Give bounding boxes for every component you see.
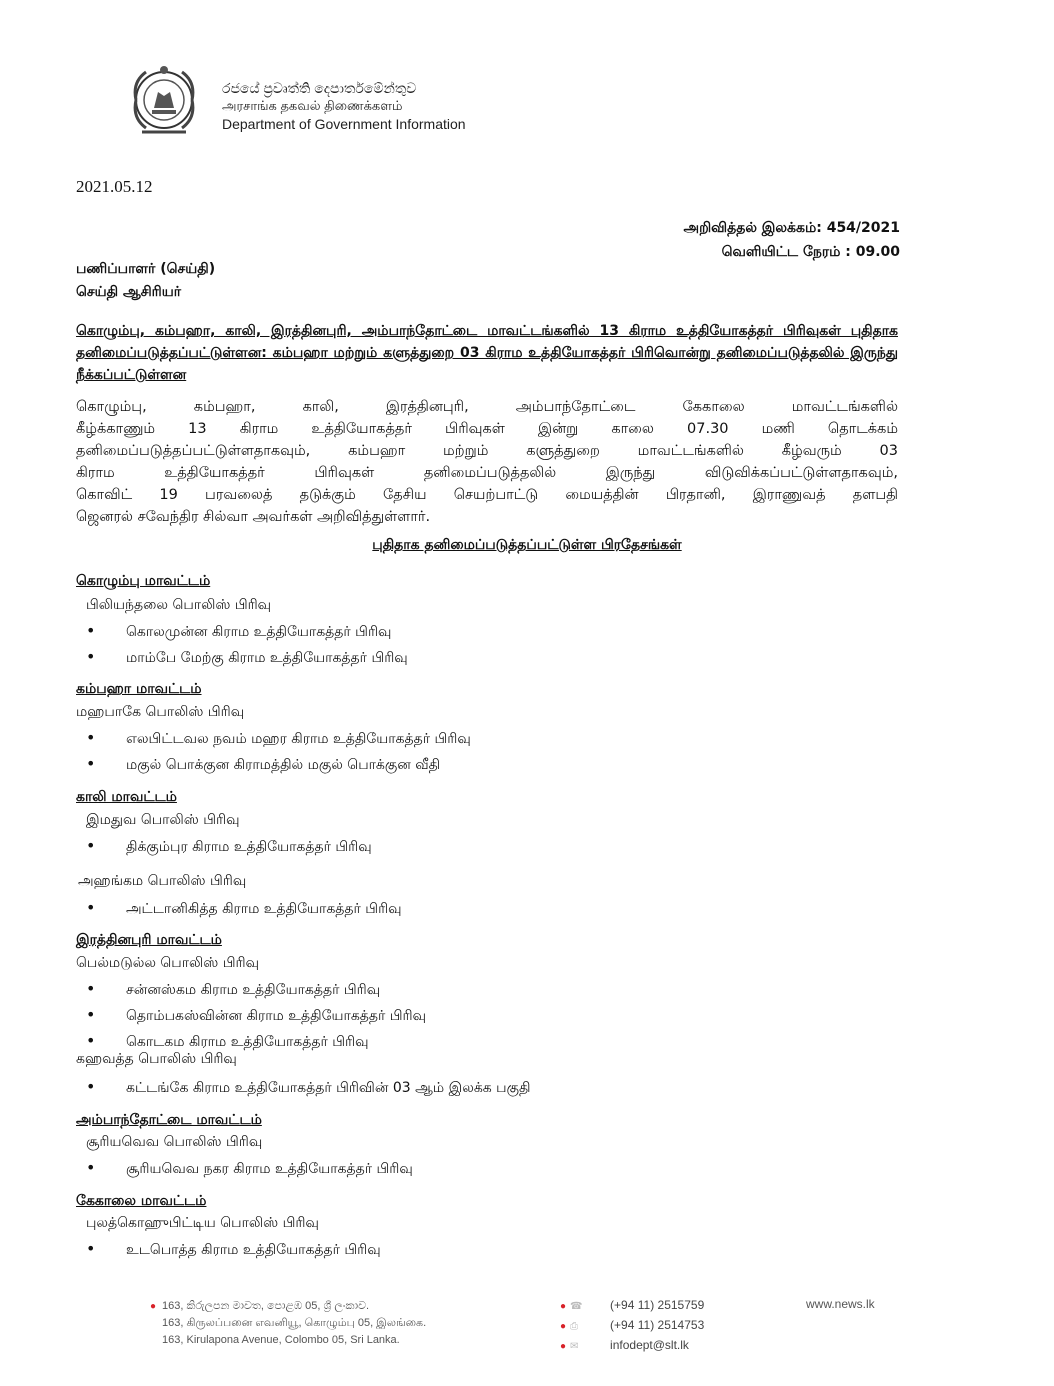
dept-name-tamil: அரசாங்க தகவல் திணைக்களம் xyxy=(222,98,403,113)
list-item: • கட்டங்கே கிராம உத்தியோகத்தர் பிரிவின் 03 ஆம் இலக்க பகுதி xyxy=(86,1077,531,1096)
footer-contact xyxy=(560,1296,704,1356)
bullet-icon: • xyxy=(86,728,96,747)
body-line: கீழ்க்காணும் 13 கிராம உத்தியோகத்தர் பிரிவுகள் இன்று காலை 07.30 மணி தொடக்கம் xyxy=(76,421,898,437)
bullet-icon: • xyxy=(86,1158,96,1177)
bullet-icon: • xyxy=(86,1005,96,1024)
footer-email[interactable]: ● ✉ infodept@slt.lk xyxy=(560,1338,689,1352)
bullet-icon: • xyxy=(86,621,96,640)
district-heading-kegalle: கேகாலை மாவட்டம் xyxy=(76,1193,207,1209)
government-emblem-logo xyxy=(128,62,200,138)
body-paragraph xyxy=(76,396,898,528)
body-line: ஜெனரல் சவேந்திர சில்வா அவர்கள் அறிவித்துள்ளார். xyxy=(76,509,431,525)
bullet-icon: • xyxy=(86,647,96,666)
bullet-icon: ● xyxy=(150,1301,157,1312)
list-item: • தொம்பகஸ்வின்ன கிராம உத்தியோகத்தர் பிரிவு xyxy=(86,1005,427,1024)
footer-address-english: 163, Kirulapona Avenue, Colombo 05, Sri Lanka. xyxy=(162,1334,400,1346)
bullet-icon: • xyxy=(86,1031,96,1050)
police-division: இமதுவ பொலிஸ் பிரிவு xyxy=(86,812,240,828)
body-line: கொவிட் 19 பரவலைத் தடுக்கும் தேசிய செயற்பாட்டு மையத்தின் பிரதானி, இராணுவத் தளபதி xyxy=(76,487,898,503)
notice-number: அறிவித்தல் இலக்கம்: 454/2021 xyxy=(683,220,900,236)
police-division: பெல்மடுல்ல பொலிஸ் பிரிவு xyxy=(76,955,260,971)
footer-fax: ● ⎙ (+94 11) 2514753 xyxy=(560,1318,705,1332)
footer-tel: ● ☎ (+94 11) 2515759 xyxy=(560,1298,705,1312)
list-item: • அட்டானிகித்த கிராம உத்தியோகத்தர் பிரிவு xyxy=(86,898,402,917)
bullet-icon: • xyxy=(86,1239,96,1258)
email-icon: ● xyxy=(560,1341,567,1352)
footer-address-tamil: 163, கிருலப்பனை எவனியூ, கொழும்பு 05, இலங்கை. xyxy=(162,1317,427,1329)
bullet-icon: • xyxy=(86,1077,96,1096)
addressee-line-1: பணிப்பாளர் (செய்தி) xyxy=(76,261,216,277)
body-line: கிராம உத்தியோகத்தர் பிரிவுகள் தனிமைப்படுத்தலில் இருந்து விடுவிக்கப்பட்டுள்ளதாகவும், xyxy=(76,465,898,481)
phone-icon: ● xyxy=(560,1301,567,1312)
police-division: அஹங்கம பொலிஸ் பிரிவு xyxy=(78,873,247,889)
bullet-icon: • xyxy=(86,754,96,773)
list-item: • திக்கும்புர கிராம உத்தியோகத்தர் பிரிவு xyxy=(86,836,372,855)
bullet-icon: • xyxy=(86,979,96,998)
list-item: • மகுல் பொக்குன கிராமத்தில் மகுல் பொக்குன வீதி xyxy=(86,754,441,773)
footer-address-sinhala: ● 163, කිරුලපන මාවත, පොළඹ 05, ශ්‍රී ලංකාව. xyxy=(150,1300,370,1312)
list-item: • மாம்பே மேற்கு கிராம உத்தியோகத்தர் பிரிவு xyxy=(86,647,408,666)
police-division: புலத்கொஹுபிட்டிய பொலிஸ் பிரிவு xyxy=(86,1215,319,1231)
district-heading-ratnapura: இரத்தினபுரி மாவட்டம் xyxy=(76,932,222,948)
district-heading-gampaha: கம்பஹா மாவட்டம் xyxy=(76,681,202,697)
dept-name-sinhala: රජයේ ප්‍රවෘත්ති දෙපාර්තමේන්තුව xyxy=(222,80,417,96)
body-line: தனிமைப்படுத்தப்பட்டுள்ளதாகவும், கம்பஹா மற்றும் களுத்துறை மாவட்டங்களில் கீழ்வரும் 03 xyxy=(76,443,898,459)
section-title: புதிதாக தனிமைப்படுத்தப்பட்டுள்ள பிரதேசங்கள் xyxy=(372,537,682,553)
district-heading-colombo: கொழும்பு மாவட்டம் xyxy=(76,573,211,589)
list-item: • கொலமுன்ன கிராம உத்தியோகத்தர் பிரிவு xyxy=(86,621,392,640)
list-item: • எலபிட்டவல நவம் மஹர கிராம உத்தியோகத்தர் பிரிவு xyxy=(86,728,471,747)
footer-address xyxy=(150,1298,426,1349)
release-date: 2021.05.12 xyxy=(76,177,153,196)
list-item: • சூரியவெவ நகர கிராம உத்தியோகத்தர் பிரிவு xyxy=(86,1158,413,1177)
list-item: • உடபொத்த கிராம உத்தியோகத்தர் பிரிவு xyxy=(86,1239,381,1258)
police-division: மஹபாகே பொலிஸ் பிரிவு xyxy=(76,704,245,720)
body-line: கொழும்பு, கம்பஹா, காலி, இரத்தினபுரி, அம்பாந்தோட்டை கேகாலை மாவட்டங்களில் xyxy=(76,399,898,415)
police-division: கஹவத்த பொலிஸ் பிரிவு xyxy=(76,1051,237,1067)
police-division: சூரியவெவ பொலிஸ் பிரிவு xyxy=(86,1134,263,1150)
footer-website-link[interactable]: www.news.lk xyxy=(806,1297,875,1311)
list-item: • சன்னஸ்கம கிராம உத்தியோகத்தர் பிரிவு xyxy=(86,979,381,998)
district-heading-hambantota: அம்பாந்தோட்டை மாவட்டம் xyxy=(76,1112,262,1128)
addressee-line-2: செய்தி ஆசிரியர் xyxy=(76,284,182,300)
reference-block xyxy=(684,216,900,264)
police-division: பிலியந்தலை பொலிஸ் பிரிவு xyxy=(86,597,272,613)
bullet-icon: • xyxy=(86,898,96,917)
addressee-block xyxy=(76,258,215,304)
dept-name-english: Department of Government Information xyxy=(222,116,466,132)
district-heading-galle: காலி மாவட்டம் xyxy=(76,789,177,805)
bullet-icon: • xyxy=(86,836,96,855)
release-time: வெளியிட்ட நேரம் : 09.00 xyxy=(721,244,900,260)
list-item: • கொடகம கிராம உத்தியோகத்தர் பிரிவு xyxy=(86,1031,369,1050)
fax-icon: ● xyxy=(560,1321,567,1332)
headline: கொழும்பு, கம்பஹா, காலி, இரத்தினபுரி, அம்பாந்தோட்டை மாவட்டங்களில் 13 கிராம உத்தியோகத்தர் பிரிவுகள் புதிதாக தனிமைப்படுத்தப்பட்டுள்ளன: கம்பஹா மற்றும் களுத்துறை 03 கிராம உத்தியோகத்தர் பிரிவொன்று தனிமைப்படுத்தலில் இருந்து நீக்கப்பட்டுள்ளன xyxy=(76,323,898,383)
